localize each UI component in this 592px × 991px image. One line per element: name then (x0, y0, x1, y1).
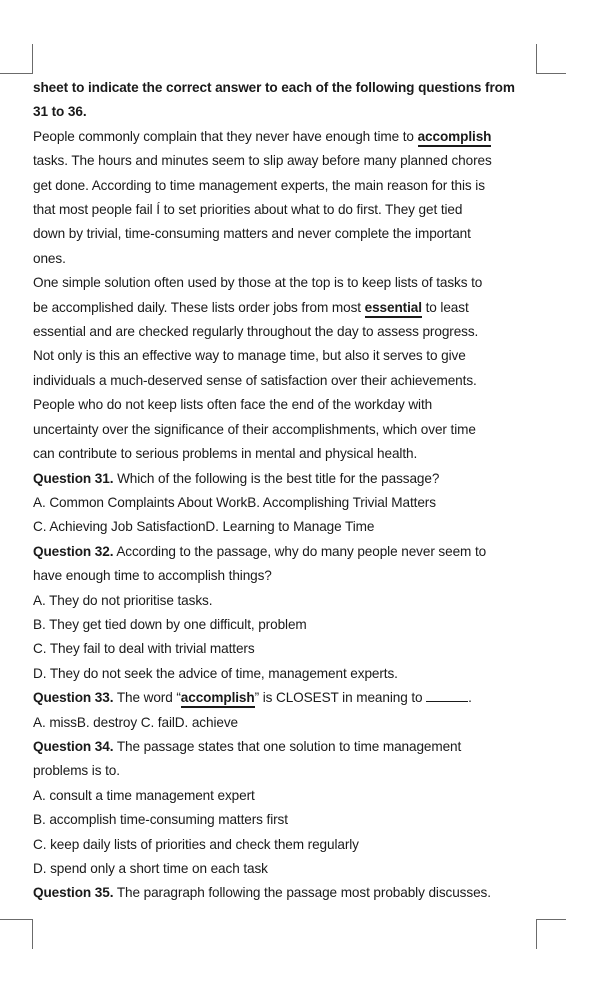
answer-option: A. consult a time management expert (33, 787, 255, 803)
answer-option: C. They fail to deal with trivial matters (33, 641, 255, 657)
text-line: can contribute to serious problems in mental and physical health. (33, 446, 418, 462)
answer-option: B. accomplish time-consuming matters first (33, 812, 288, 828)
crop-mark (0, 919, 33, 920)
crop-mark (0, 73, 33, 74)
text-line: People commonly complain that they never have enough time to accomplish (33, 125, 533, 149)
crop-mark (32, 919, 33, 949)
answer-option: D. They do not seek the advice of time, management experts. (33, 665, 398, 681)
answer-option: D. spend only a short time on each task (33, 861, 268, 876)
answer-blank (426, 689, 468, 702)
question-35: Question 35. The paragraph following the passage most probably discusses. (33, 885, 491, 901)
underlined-word: accomplish (418, 129, 492, 147)
answer-option: C. keep daily lists of priorities and check them regularly (33, 836, 359, 852)
text-line: tasks. The hours and minutes seem to slip away before many planned chores (33, 153, 492, 169)
question-31: Question 31. Which of the following is the best title for the passage? (33, 470, 440, 486)
text-line: problems is to. (33, 763, 120, 779)
crop-mark (536, 44, 537, 74)
text-line: that most people fail Í to set priorities about what to do first. They get tied (33, 202, 463, 218)
underlined-word: essential (365, 300, 422, 318)
text-line: essential and are checked regularly throughout the day to assess progress. (33, 324, 479, 340)
answer-option: A. They do not prioritise tasks. (33, 592, 213, 608)
answer-option: B. They get tied down by one difficult, problem (33, 616, 307, 632)
question-34: Question 34. The passage states that one solution to time management (33, 738, 462, 754)
text-line: One simple solution often used by those at the top is to keep lists of tasks to (33, 275, 483, 291)
crop-mark (536, 73, 566, 74)
question-32: Question 32. According to the passage, why do many people never seem to (33, 543, 487, 559)
document-text (33, 76, 533, 906)
text-line: down by trivial, time-consuming matters and never complete the important (33, 226, 471, 242)
underlined-word: accomplish (181, 690, 255, 708)
crop-mark (536, 919, 537, 949)
text-line: have enough time to accomplish things? (33, 568, 272, 584)
text-line: Not only is this an effective way to manage time, but also it serves to give (33, 348, 466, 364)
answer-options: C. Achieving Job SatisfactionD. Learning to Manage Time (33, 519, 375, 535)
text-line: 31 to 36. (33, 104, 87, 120)
answer-options: A. missB. destroy C. failD. achieve (33, 714, 239, 730)
text-line: uncertainty over the significance of their accomplishments, which over time (33, 421, 476, 437)
text-line: individuals a much-deserved sense of satisfaction over their achievements. (33, 372, 477, 388)
crop-mark (32, 44, 33, 74)
crop-mark (536, 919, 566, 920)
text-line: be accomplished daily. These lists order jobs from most essential to least (33, 296, 533, 320)
text-line: People who do not keep lists often face the end of the workday with (33, 397, 433, 413)
answer-options: A. Common Complaints About WorkB. Accomplishing Trivial Matters (33, 494, 436, 510)
text-line: sheet to indicate the correct answer to each of the following questions from (33, 80, 515, 95)
text-line: ones. (33, 250, 66, 266)
text-line: get done. According to time management experts, the main reason for this is (33, 177, 485, 193)
question-33: Question 33. The word “accomplish” is CLOSEST in meaning to . (33, 686, 533, 710)
